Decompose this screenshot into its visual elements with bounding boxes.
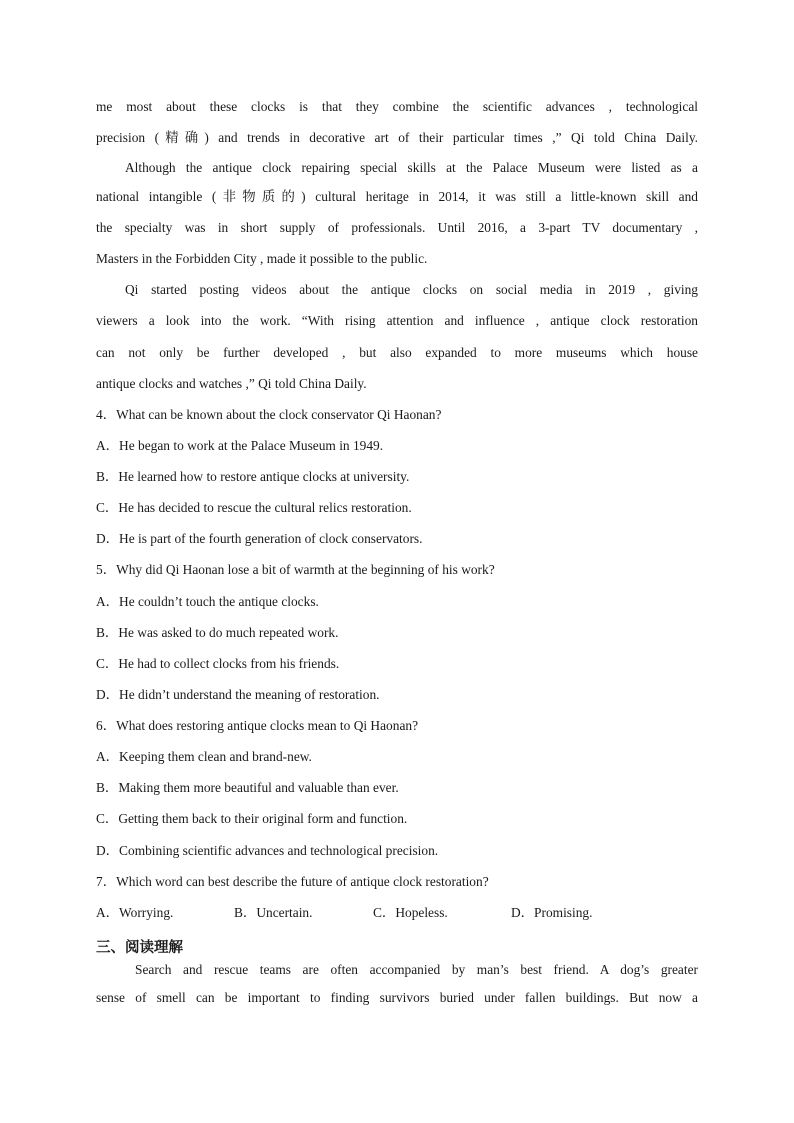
answer-option: A．He began to work at the Palace Museum in 1949. <box>96 438 384 453</box>
paragraph-line: can not only be further developed , but also expanded to more museums which house <box>96 345 698 360</box>
paragraph-line: viewers a look into the work. “With rising attention and influence , antique clock restoration <box>96 313 698 328</box>
paragraph-line: Qi started posting videos about the antique clocks on social media in 2019 , giving <box>125 282 698 297</box>
answer-option: C．Getting them back to their original form and function. <box>96 811 408 826</box>
answer-option: B．He learned how to restore antique clocks at university. <box>96 469 410 484</box>
answer-options-row <box>96 903 698 923</box>
answer-option: C．Hopeless. <box>373 905 448 920</box>
question-stem: 6．What does restoring antique clocks mean to Qi Haonan? <box>96 718 419 733</box>
answer-option: D．Combining scientific advances and technological precision. <box>96 843 439 858</box>
paragraph-line: Masters in the Forbidden City , made it possible to the public. <box>96 251 428 266</box>
passage-line: Search and rescue teams are often accompanied by man’s best friend. A dog’s greater <box>135 962 698 977</box>
answer-option: D．He is part of the fourth generation of clock conservators. <box>96 531 423 546</box>
paragraph-line: Although the antique clock repairing special skills at the Palace Museum were listed as a <box>125 160 698 175</box>
answer-option: A．Keeping them clean and brand-new. <box>96 749 312 764</box>
question-stem: 7．Which word can best describe the future of antique clock restoration? <box>96 874 489 889</box>
answer-option: C．He has decided to rescue the cultural relics restoration. <box>96 500 412 515</box>
answer-option: D．Promising. <box>511 905 593 920</box>
passage-line: precision (精确) and trends in decorative art of their particular times ,” Qi told China Daily. <box>96 130 698 145</box>
paragraph-line: antique clocks and watches ,” Qi told China Daily. <box>96 376 367 391</box>
answer-option: C．He had to collect clocks from his friends. <box>96 656 340 671</box>
answer-option: B．He was asked to do much repeated work. <box>96 625 339 640</box>
answer-option: D．He didn’t understand the meaning of restoration. <box>96 687 380 702</box>
answer-option: A．Worrying. <box>96 905 174 920</box>
answer-option: B．Making them more beautiful and valuable than ever. <box>96 780 399 795</box>
answer-option: B．Uncertain. <box>234 905 313 920</box>
paragraph-line: national intangible (非物质的) cultural heritage in 2014, it was still a little-known skill and <box>96 189 698 204</box>
passage-line: me most about these clocks is that they combine the scientific advances , technological <box>96 99 698 114</box>
question-stem: 4．What can be known about the clock conservator Qi Haonan? <box>96 407 442 422</box>
passage-line: sense of smell can be important to finding survivors buried under fallen buildings. But now a <box>96 990 698 1005</box>
paragraph-line: the specialty was in short supply of professionals. Until 2016, a 3-part TV documentary , <box>96 220 698 235</box>
answer-option: A．He couldn’t touch the antique clocks. <box>96 594 319 609</box>
section-heading: 三、阅读理解 <box>96 940 183 956</box>
question-stem: 5．Why did Qi Haonan lose a bit of warmth at the beginning of his work? <box>96 562 495 577</box>
